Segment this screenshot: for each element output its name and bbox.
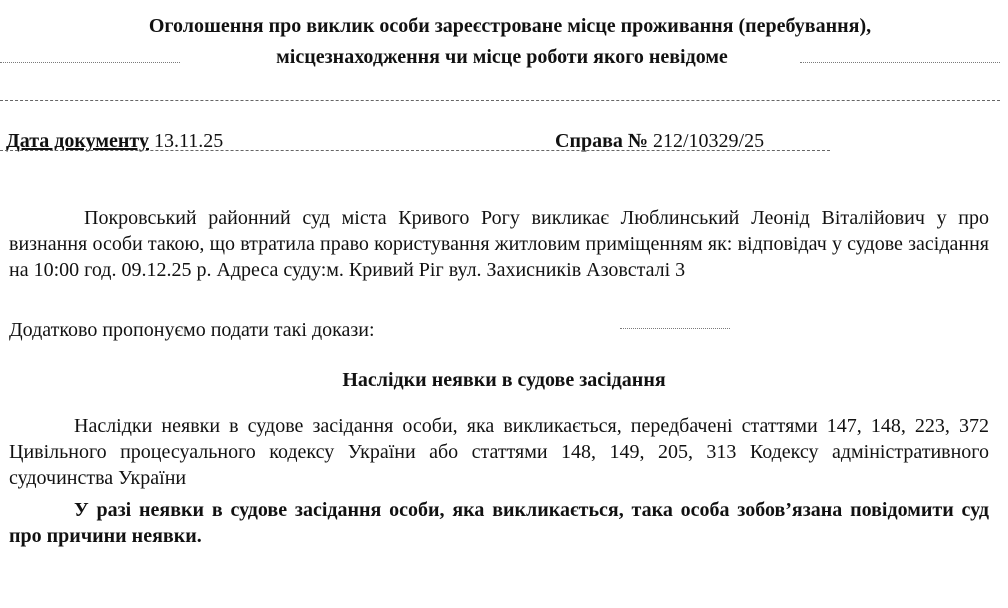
consequences-paragraph: Наслідки неявки в судове засідання особи, яка викликається, передбачені статтями 147, 148, 223, 372 Цивільного процесуального кодексу України або статтями 148, 149, 205, 313 Кодексу адміністративного судочинства України	[9, 415, 989, 489]
evidence-line: Додатково пропонуємо подати такі докази:	[9, 319, 375, 341]
notification-paragraph: У разі неявки в судове засідання особи, яка викликається, така особа зобов’язана повідомити суд про причини неявки.	[9, 499, 989, 547]
meta-underline	[0, 150, 830, 151]
document-date-value: 13.11.25	[154, 130, 224, 152]
separator-line	[0, 100, 1000, 101]
document-title-line-2: місцезнаходження чи місце роботи якого невідоме	[276, 46, 728, 68]
consequences-heading: Наслідки неявки в судове засідання	[342, 369, 666, 391]
scan-noise-line	[620, 328, 730, 329]
summons-paragraph: Покровський районний суд міста Кривого Рогу викликає Люблинський Леонід Віталійович у про визнання особи такою, що втратила право користування житловим приміщенням як: відповідач у судове засідання на 10:00 год. 09.12.25 р. Адреса суду:м. Кривий Ріг вул. Захисників Азовсталі 3	[9, 207, 989, 281]
case-number-value: 212/10329/25	[653, 130, 765, 152]
document-title-line-1: Оголошення про виклик особи зареєстроване місце проживання (перебування),	[148, 15, 872, 37]
case-number-label: Справа №	[555, 130, 648, 152]
document-date-label: Дата документу	[6, 130, 149, 152]
